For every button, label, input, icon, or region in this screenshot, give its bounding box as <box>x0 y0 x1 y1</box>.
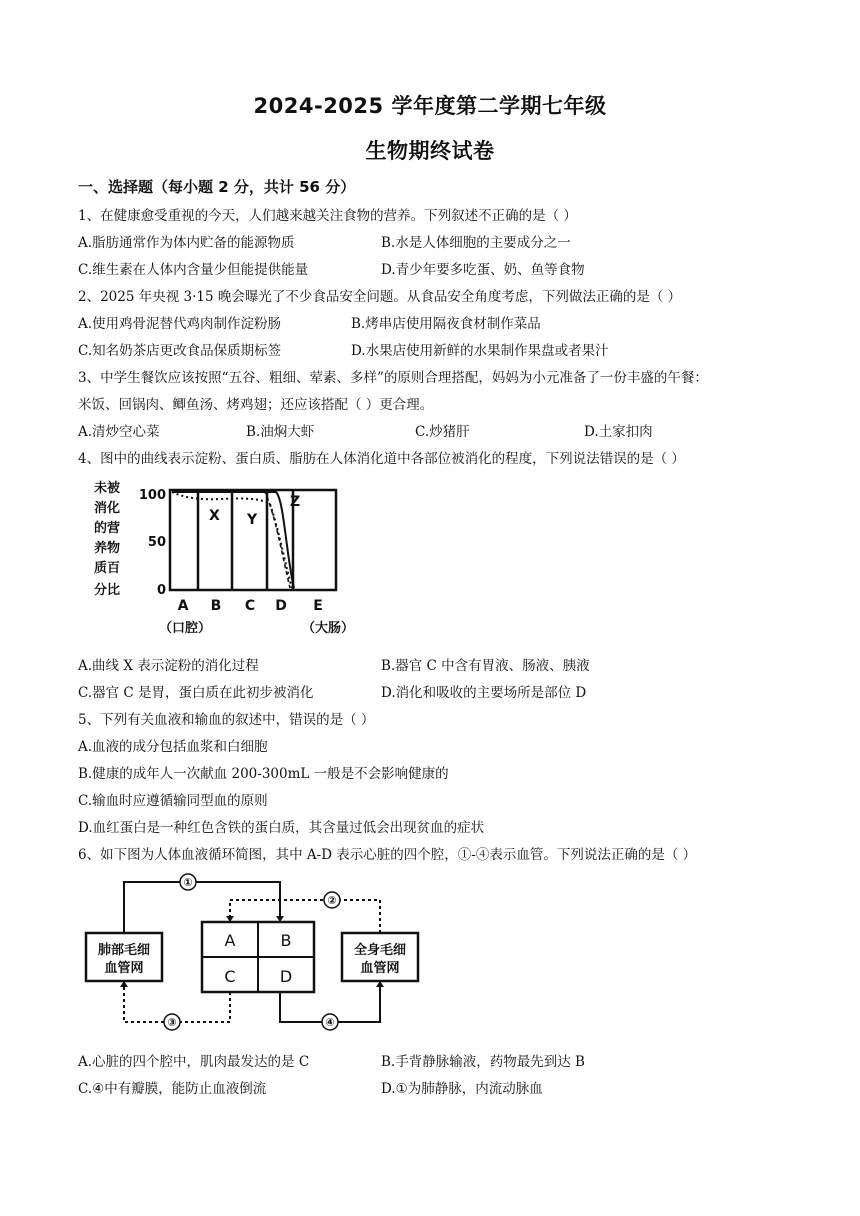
question-1-option-c: C.维生素在人体内含量少但能提供能量 <box>78 262 309 278</box>
question-4-stem: 4、图中的曲线表示淀粉、蛋白质、脂肪在人体消化道中各部位被消化的程度，下列说法错误的是（ ） <box>78 451 685 467</box>
question-2-option-d: D.水果店使用新鲜的水果制作果盘或者果汁 <box>351 343 609 359</box>
question-3-stem-line1: 3、中学生餐饮应该按照“五谷、粗细、荤素、多样”的原则合理搭配，妈妈为小元准备了一份丰盛的午餐： <box>78 370 708 386</box>
question-2-stem: 2、2025 年央视 3·15 晚会曝光了不少食品安全问题。从食品安全角度考虑，下列做法正确的是（ ） <box>78 289 682 305</box>
question-2-option-c: C.知名奶茶店更改食品保质期标签 <box>78 343 282 359</box>
body-box-label-line2: 血管网 <box>360 961 400 976</box>
xlabel-b: B <box>210 598 222 614</box>
circulation-figure <box>80 868 440 1038</box>
question-1-stem: 1、在健康愈受重视的今天，人们越来越关注食物的营养。下列叙述不正确的是（ ） <box>78 208 577 224</box>
ylabel-line: 养物 <box>94 541 121 556</box>
question-6-option-c: C.④中有瓣膜，能防止血液倒流 <box>78 1081 267 1097</box>
question-4-option-a: A.曲线 X 表示淀粉的消化过程 <box>78 658 259 674</box>
chamber-b: B <box>280 931 292 950</box>
chamber-a: A <box>224 931 236 950</box>
question-5-stem: 5、下列有关血液和输血的叙述中，错误的是（ ） <box>78 712 375 728</box>
curve-label-z: Z <box>290 494 301 510</box>
mouth-label: （口腔） <box>158 621 212 636</box>
colon-label: （大肠） <box>301 621 355 636</box>
question-3-option-a: A.清炒空心菜 <box>78 424 160 440</box>
body-box-label-line1: 全身毛细 <box>353 943 407 958</box>
plot-frame <box>170 490 336 590</box>
ylabel-line: 的营 <box>94 521 121 536</box>
section-heading: 一、选择题（每小题 2 分，共计 56 分） <box>78 178 356 196</box>
question-3-stem-line2: 米饭、回锅肉、鲫鱼汤、烤鸡翅；还应该搭配（ ）更合理。 <box>78 397 434 413</box>
vessel-2 <box>230 900 380 933</box>
vessel-label-4: ④ <box>325 1016 335 1029</box>
curve-label-y: Y <box>247 512 258 528</box>
ytick-label: 0 <box>156 583 166 598</box>
question-3-option-d: D.土家扣肉 <box>584 424 653 440</box>
vessel-label-2: ② <box>327 894 337 907</box>
question-1-option-b: B.水是人体细胞的主要成分之一 <box>381 235 571 251</box>
xlabel-c: C <box>244 598 256 614</box>
exam-title-line1: 2024-2025 学年度第二学期七年级 <box>253 94 607 118</box>
question-6-stem: 6、如下图为人体血液循环简图，其中 A-D 表示心脏的四个腔，①-④表示血管。下列说法正确的是（ ） <box>78 847 697 863</box>
question-6-option-a: A.心脏的四个腔中，肌肉最发达的是 C <box>78 1054 310 1070</box>
question-2-option-b: B.烤串店使用隔夜食材制作菜品 <box>351 316 541 332</box>
question-4-option-c: C.器官 C 是胃，蛋白质在此初步被消化 <box>78 685 314 701</box>
question-5-option-d: D.血红蛋白是一种红色含铁的蛋白质，其含量过低会出现贫血的症状 <box>78 820 485 836</box>
question-1-option-d: D.青少年要多吃蛋、奶、鱼等食物 <box>381 262 585 278</box>
question-6-option-b: B.手背静脉输液，药物最先到达 B <box>381 1054 585 1070</box>
digestion-figure <box>80 474 380 644</box>
question-3-option-b: B.油焖大虾 <box>246 424 315 440</box>
chamber-c: C <box>224 967 236 986</box>
chamber-d: D <box>279 967 293 986</box>
lung-box-label-line2: 血管网 <box>104 961 144 976</box>
exam-title-line2: 生物期终试卷 <box>365 139 495 163</box>
xlabel-a: A <box>177 598 189 614</box>
xlabel-e: E <box>313 598 323 614</box>
ylabel-line: 质百 <box>94 561 121 576</box>
question-6-option-d: D.①为肺静脉，内流动脉血 <box>381 1081 543 1097</box>
question-2-option-a: A.使用鸡骨泥替代鸡肉制作淀粉肠 <box>78 316 282 332</box>
lung-box-label-line1: 肺部毛细 <box>97 943 151 958</box>
xlabel-d: D <box>275 598 287 614</box>
question-4-option-d: D.消化和吸收的主要场所是部位 D <box>381 685 587 701</box>
question-5-option-a: A.血液的成分包括血浆和白细胞 <box>78 739 268 755</box>
ytick-label: 50 <box>147 535 166 550</box>
curve-label-x: X <box>209 508 220 524</box>
question-5-option-c: C.输血时应遵循输同型血的原则 <box>78 793 268 809</box>
question-1-option-a: A.脂肪通常作为体内贮备的能源物质 <box>78 235 295 251</box>
ytick-label: 100 <box>138 488 166 503</box>
vessel-label-3: ③ <box>167 1016 177 1029</box>
vessel-label-1: ① <box>183 876 193 889</box>
ylabel-line: 消化 <box>94 501 121 516</box>
question-3-option-c: C.炒猪肝 <box>415 424 470 440</box>
question-5-option-b: B.健康的成年人一次献血 200-300mL 一般是不会影响健康的 <box>78 766 449 782</box>
ylabel-line: 分比 <box>94 583 121 598</box>
ylabel-line: 未被 <box>94 481 121 496</box>
question-4-option-b: B.器官 C 中含有胃液、肠液、胰液 <box>381 658 590 674</box>
